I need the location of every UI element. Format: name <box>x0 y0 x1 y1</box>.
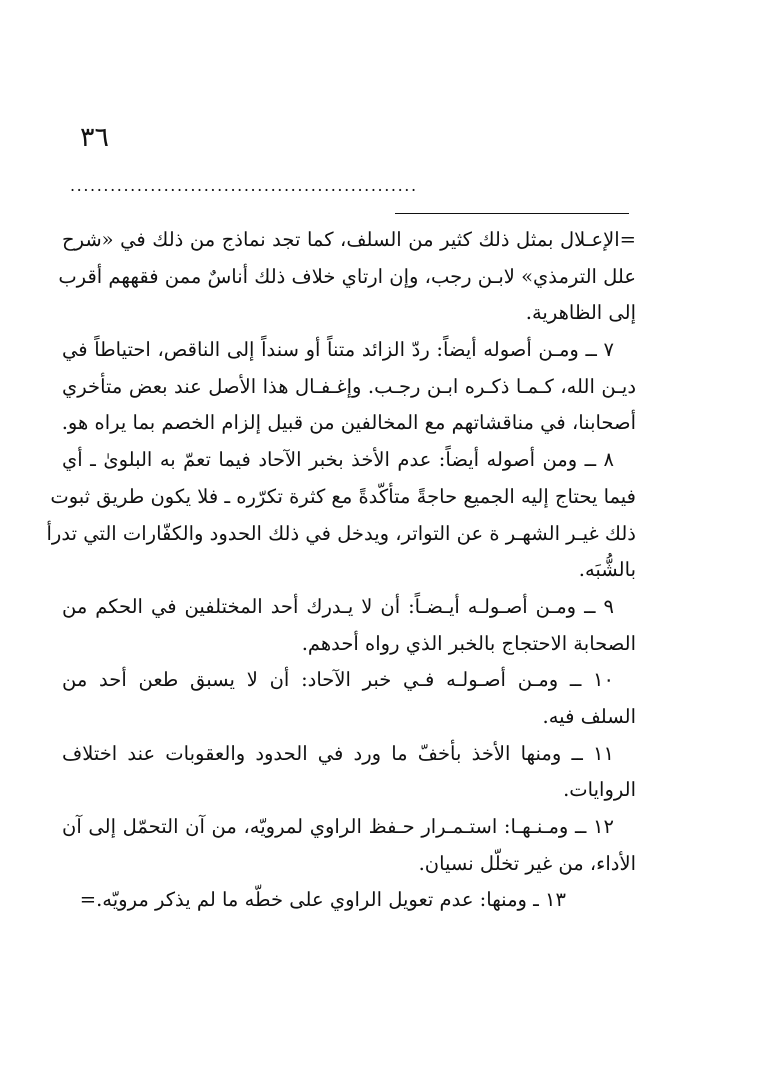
text-line: ٩ ــ ومـن أصـولـه أيـضـاً: أن لا يـدرك أحد المختلفين في الحكم من <box>62 594 614 618</box>
text-line: ١١ ــ ومنها الأخذ بأخفّ ما ورد في الحدود والعقوبات عند اختلاف <box>62 741 614 765</box>
text-line: ذلك غيـر الشهـر ة عن التواتر، ويدخل في ذلك الحدود والكفّارات التي تدرأ <box>46 521 636 545</box>
text-line: إلى الظاهرية. <box>525 301 636 325</box>
text-line: ١٢ ــ ومـنـهـا: استـمـرار حـفظ الراوي لمرويّه، من آن التحمّل إلى آن <box>62 815 614 838</box>
text-line: ٧ ــ ومـن أصوله أيضاً: ردّ الزائد متناً أو سنداً إلى الناقص، احتياطاً في <box>62 338 614 362</box>
text-line: بالشُّبَه. <box>578 558 636 582</box>
text-line: ٨ ــ ومن أصوله أيضاً: عدم الأخذ بخبر الآحاد فيما تعمّ به البلوىٰ ـ أي <box>62 448 614 472</box>
text-line: فيما يحتاج إليه الجميع حاجةً متأكّدةً مع كثرة تكرّره ـ فلا يكون طريق ثبوت <box>50 484 636 508</box>
dotted-separator: .................................................... <box>70 178 418 194</box>
text-line: ١٣ ـ ومنها: عدم تعويل الراوي على خطّه ما لم يذكر مرويّه.= <box>79 888 566 912</box>
footnote-body <box>46 222 636 919</box>
text-line: ١٠ ــ ومـن أصـولـه فـي خبر الآحاد: أن لا يسبق طعن أحد من <box>62 668 614 692</box>
text-line: =الإعـلال بمثل ذلك كثير من السلف، كما تجد نماذج من ذلك في «شرح <box>62 228 636 251</box>
text-line: علل الترمذي» لابـن رجب، وإن ارتاي خلاف ذلك أناسٌ ممن فقههم أقرب <box>58 264 636 288</box>
page-number: ٣٦ <box>80 122 110 153</box>
text-line: أصحابنا، في مناقشاتهم مع المخالفين من قبيل إلزام الخصم بما يراه هو. <box>61 411 636 435</box>
text-line: الصحابة الاحتجاج بالخبر الذي رواه أحدهم. <box>301 631 636 655</box>
footnote-rule <box>395 213 629 214</box>
text-line: الأداء، من غير تخلّل نسيان. <box>418 851 636 875</box>
text-line: ديـن الله، كـمـا ذكـره ابـن رجـب. وإغـفـال هذا الأصل عند بعض متأخري <box>62 374 636 398</box>
text-line: الروايات. <box>563 778 636 802</box>
text-line: السلف فيه. <box>542 704 636 728</box>
